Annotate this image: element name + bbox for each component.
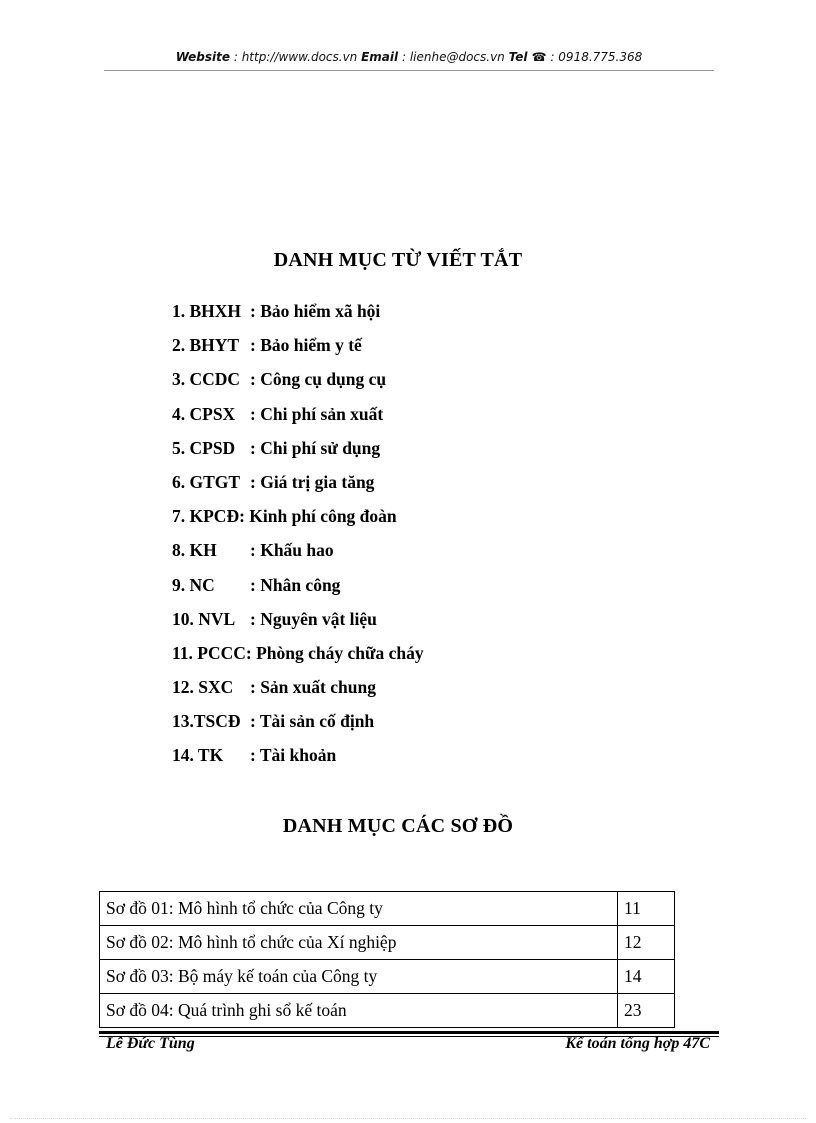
website-label: Website	[175, 50, 231, 64]
list-item	[172, 674, 424, 708]
abbr-meaning: : Nhân công	[250, 574, 341, 595]
abbr-code: 8. KH	[172, 540, 217, 561]
diagram-page: 14	[618, 960, 675, 994]
abbr-code: 11. PCCC	[172, 642, 246, 663]
table-row	[100, 960, 675, 994]
abbreviations-title: DANH MỤC TỪ VIẾT TẮT	[273, 249, 523, 271]
list-item	[172, 401, 424, 435]
abbr-code: 13.TSCĐ	[172, 711, 241, 732]
abbr-meaning: : Tài khoản	[250, 745, 337, 766]
list-item	[172, 640, 424, 674]
abbr-code: 3. CCDC	[172, 369, 241, 390]
list-item	[172, 298, 424, 332]
diagram-name: Sơ đồ 03: Bộ máy kế toán của Công ty	[100, 960, 618, 994]
table-row	[100, 926, 675, 960]
list-item	[172, 606, 424, 640]
table-row	[100, 892, 675, 926]
abbr-meaning: : Sản xuất chung	[250, 677, 376, 698]
abbr-code: 7. KPCĐ	[172, 506, 240, 527]
tel-label: Tel ☎	[508, 50, 547, 64]
list-item	[172, 435, 424, 469]
abbr-meaning: : Bảo hiểm xã hội	[250, 301, 381, 321]
list-item	[172, 332, 424, 366]
diagram-page: 12	[618, 926, 675, 960]
header-divider	[104, 70, 714, 71]
list-item	[172, 469, 424, 503]
diagrams-table	[99, 891, 675, 1028]
abbr-meaning: : Kinh phí công đoàn	[239, 506, 397, 527]
abbr-code: 5. CPSD	[172, 437, 236, 458]
list-item	[172, 537, 424, 571]
email-address: : lienhe@docs.vn	[398, 50, 509, 64]
abbr-meaning: : Chi phí sản xuất	[250, 403, 384, 424]
list-item	[172, 366, 424, 400]
email-label: Email	[361, 50, 399, 64]
page-header	[104, 50, 714, 64]
diagrams-title: DANH MỤC CÁC SƠ ĐỒ	[282, 815, 514, 837]
diagram-page: 23	[618, 994, 675, 1028]
abbr-meaning: : Bảo hiểm y tế	[250, 335, 362, 356]
abbr-meaning: : Khấu hao	[250, 540, 334, 561]
abbr-code: 2. BHYT	[172, 335, 240, 356]
table-row	[100, 994, 675, 1028]
diagram-page: 11	[618, 892, 675, 926]
abbr-meaning: : Chi phí sử dụng	[250, 437, 381, 458]
abbr-code: 4. CPSX	[172, 403, 236, 424]
footer-author: Lê Đức Tùng	[106, 1035, 195, 1052]
abbr-meaning: : Giá trị gia tăng	[250, 471, 375, 492]
abbr-code: 14. TK	[172, 745, 224, 766]
abbreviations-list	[172, 298, 424, 777]
abbr-code: 9. NC	[172, 574, 215, 595]
diagram-name: Sơ đồ 04: Quá trình ghi sổ kế toán	[100, 994, 618, 1028]
list-item	[172, 503, 424, 537]
abbr-meaning: : Nguyên vật liệu	[250, 608, 377, 629]
footer-class: Kế toán tổng hợp 47C	[565, 1035, 710, 1052]
page-bottom-border	[10, 1118, 806, 1119]
diagram-name: Sơ đồ 01: Mô hình tổ chức của Công ty	[100, 892, 618, 926]
abbr-meaning: : Tài sản cố định	[250, 711, 375, 732]
abbr-code: 1. BHXH	[172, 301, 242, 321]
abbr-meaning: : Phòng cháy chữa cháy	[245, 642, 424, 663]
abbr-code: 6. GTGT	[172, 471, 241, 492]
abbr-code: 12. SXC	[172, 677, 234, 698]
abbr-code: 10. NVL	[172, 608, 236, 629]
website-url: : http://www.docs.vn	[230, 50, 362, 64]
list-item	[172, 572, 424, 606]
tel-number: : 0918.775.368	[546, 50, 643, 64]
abbr-meaning: : Công cụ dụng cụ	[250, 369, 387, 390]
list-item	[172, 742, 424, 776]
diagram-name: Sơ đồ 02: Mô hình tổ chức của Xí nghiệp	[100, 926, 618, 960]
list-item	[172, 708, 424, 742]
footer-divider-thick	[99, 1031, 719, 1034]
